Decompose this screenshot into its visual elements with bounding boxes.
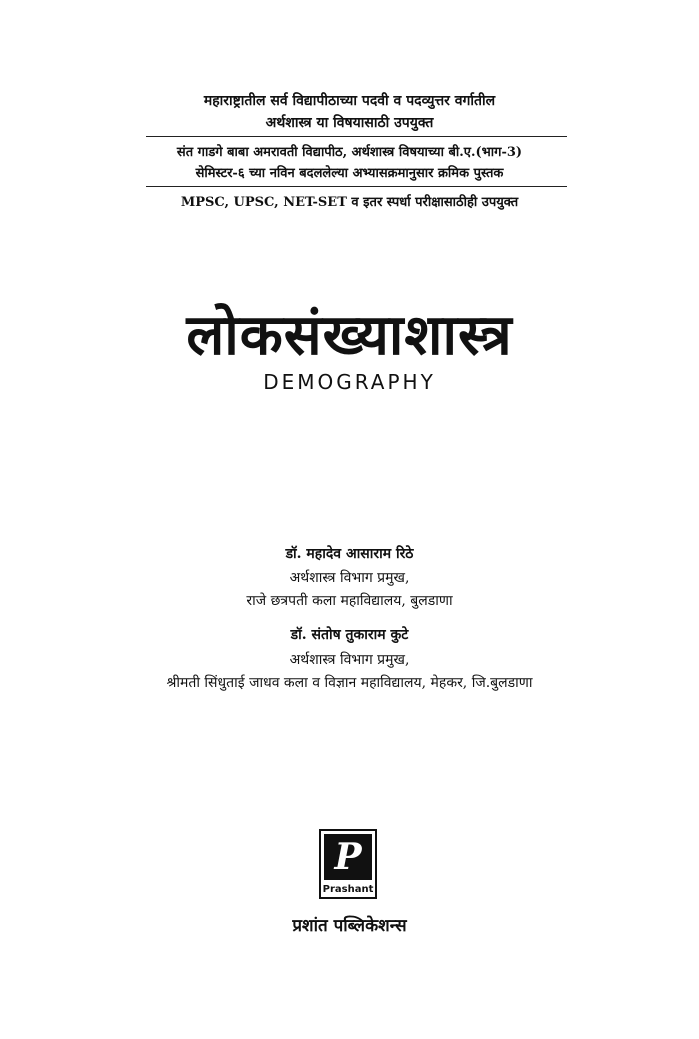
header-line-1: महाराष्ट्रातील सर्व विद्यापीठाच्या पदवी व पदव्युत्तर वर्गातील (203, 93, 496, 109)
divider-2 (146, 186, 567, 187)
author-1-institution: राजे छत्रपती कला महाविद्यालय, बुलडाणा (246, 593, 453, 609)
logo-name: Prashant (322, 884, 374, 895)
author-1-role: अर्थशास्त्र विभाग प्रमुख, (289, 570, 410, 586)
logo-mark (324, 834, 372, 880)
publisher-name: प्रशांत पब्लिकेशन्स (292, 916, 407, 936)
author-2-institution: श्रीमती सिंधुताई जाधव कला व विज्ञान महाविद्यालय, मेहकर, जि.बुलडाणा (166, 675, 533, 691)
author-1-name: डॉ. महादेव आसाराम रिठे (285, 546, 414, 562)
publisher-logo (319, 829, 377, 899)
header-line-5: MPSC, UPSC, NET-SET व इतर स्पर्धा परीक्षासाठीही उपयुक्त (180, 195, 519, 210)
author-2-name: डॉ. संतोष तुकाराम कुटे (290, 627, 409, 643)
divider-1 (146, 136, 567, 137)
book-subtitle: DEMOGRAPHY (263, 370, 436, 394)
header-line-3: संत गाडगे बाबा अमरावती विद्यापीठ, अर्थशास्त्र विषयाच्या बी.ए.(भाग-3) (176, 145, 523, 160)
header-line-2: अर्थशास्त्र या विषयासाठी उपयुक्त (265, 115, 434, 131)
author-2-role: अर्थशास्त्र विभाग प्रमुख, (289, 652, 410, 668)
book-title: लोकसंख्याशास्त्र (186, 302, 513, 368)
logo-letter: P (334, 836, 362, 878)
header-line-4: सेमिस्टर-६ च्या नविन बदललेल्या अभ्यासक्रमानुसार क्रमिक पुस्तक (195, 166, 504, 181)
